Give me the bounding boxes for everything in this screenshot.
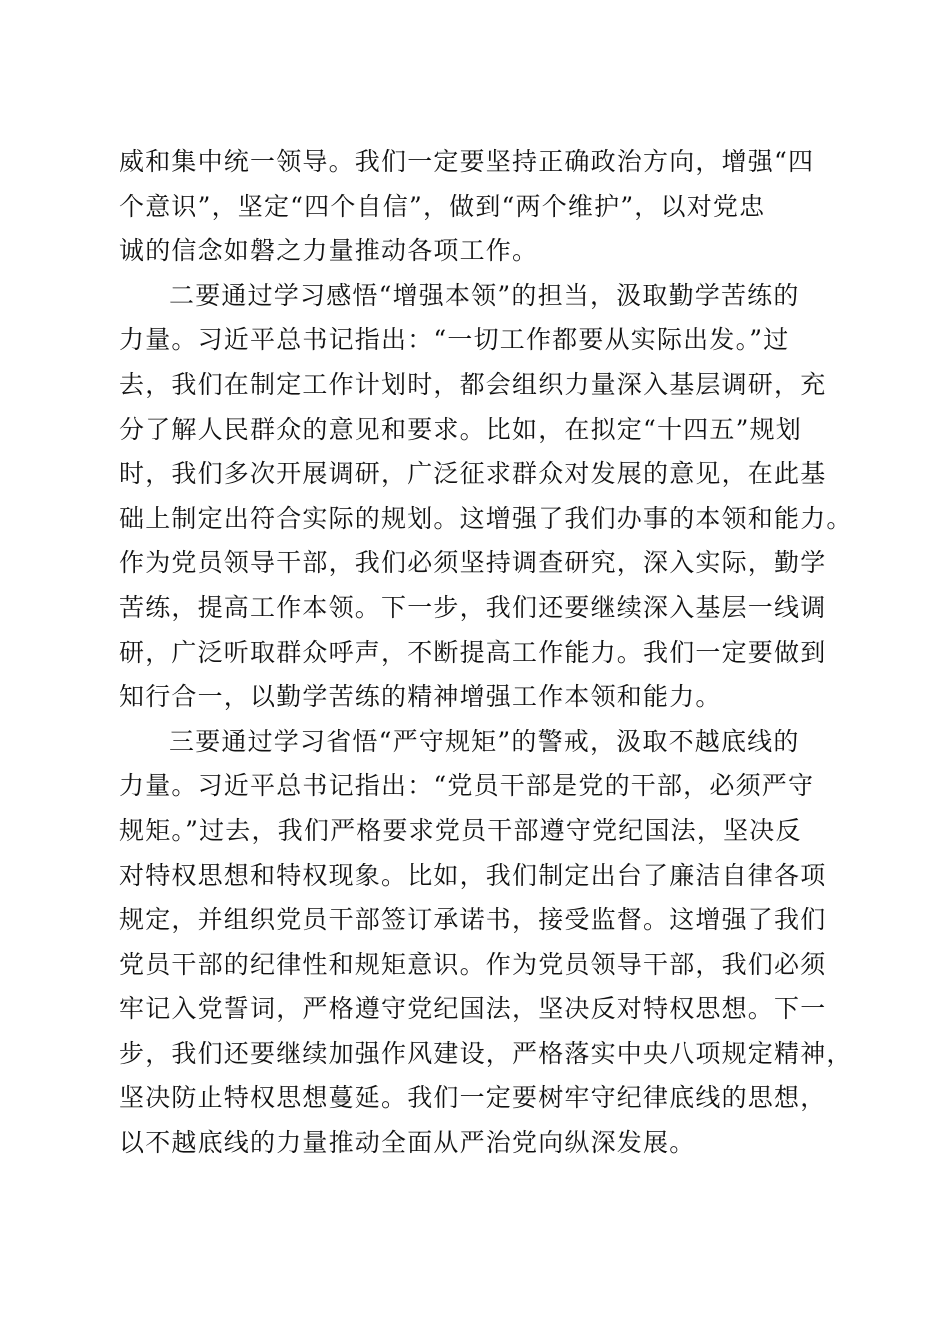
text-line: 研，广泛听取群众呼声，不断提高工作能力。我们一定要做到 (119, 637, 827, 667)
text-line: 去，我们在制定工作计划时，都会组织力量深入基层调研，充 (119, 369, 827, 399)
paragraph-continuation (119, 140, 839, 274)
body-text (119, 140, 853, 1166)
text-line: 步，我们还要继续加强作风建设，严格落实中央八项规定精神， (119, 1038, 853, 1068)
text-line: 诚的信念如磐之力量推动各项工作。 (119, 236, 539, 266)
text-line: 牢记入党誓词，严格遵守党纪国法，坚决反对特权思想。下一 (119, 994, 827, 1024)
text-line: 分了解人民群众的意见和要求。比如，在拟定“十四五”规划 (119, 414, 802, 444)
paragraph-third-point (119, 720, 853, 1166)
text-line: 知行合一，以勤学苦练的精神增强工作本领和能力。 (119, 682, 722, 712)
text-line: 时，我们多次开展调研，广泛征求群众对发展的意见，在此基 (119, 459, 827, 489)
text-line: 二要通过学习感悟“增强本领”的担当，汲取勤学苦练的 (169, 280, 800, 310)
text-line: 作为党员领导干部，我们必须坚持调查研究，深入实际，勤学 (119, 548, 827, 578)
text-line: 苦练，提高工作本领。下一步，我们还要继续深入基层一线调 (119, 592, 827, 622)
text-line: 规矩。”过去，我们严格要求党员干部遵守党纪国法，坚决反 (119, 815, 802, 845)
text-line: 三要通过学习省悟“严守规矩”的警戒，汲取不越底线的 (169, 726, 800, 756)
text-line: 规定，并组织党员干部签订承诺书，接受监督。这增强了我们 (119, 905, 827, 935)
text-line: 威和集中统一领导。我们一定要坚持正确政治方向，增强“四 (119, 147, 815, 176)
text-line: 力量。习近平总书记指出：“党员干部是党的干部，必须严守 (119, 771, 815, 801)
paragraph-second-point (119, 274, 853, 720)
text-line: 对特权思想和特权现象。比如，我们制定出台了廉洁自律各项 (119, 860, 827, 890)
text-line: 以不越底线的力量推动全面从严治党向纵深发展。 (119, 1128, 696, 1158)
text-line: 个意识”，坚定“四个自信”，做到“两个维护”，以对党忠 (119, 191, 766, 221)
text-line: 础上制定出符合实际的规划。这增强了我们办事的本领和能力。 (119, 503, 853, 533)
text-line: 党员干部的纪律性和规矩意识。作为党员领导干部，我们必须 (119, 949, 827, 979)
text-line: 力量。习近平总书记指出：“一切工作都要从实际出发。”过 (119, 325, 790, 355)
text-line: 坚决防止特权思想蔓延。我们一定要树牢守纪律底线的思想， (119, 1083, 827, 1113)
